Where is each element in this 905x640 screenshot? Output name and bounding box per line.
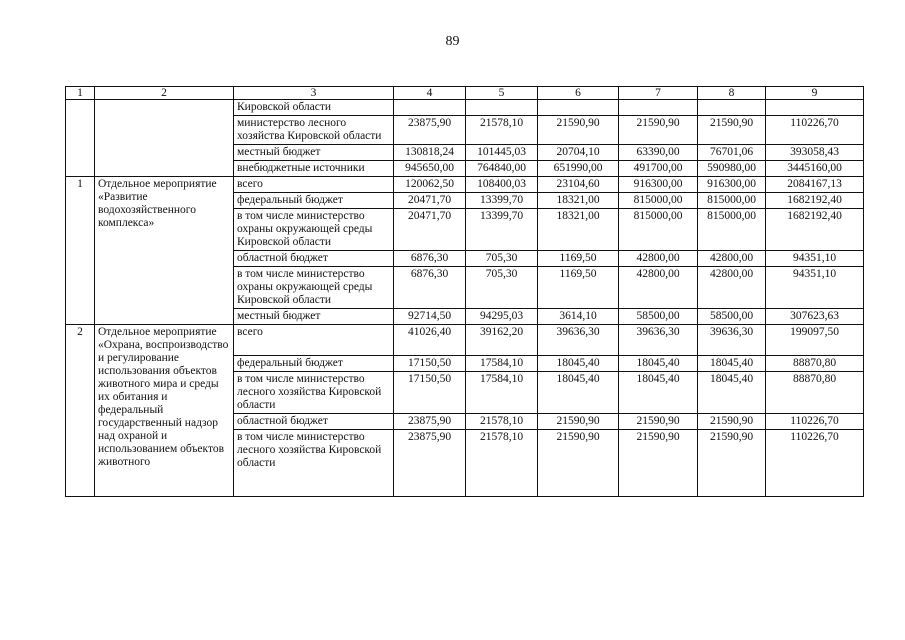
header-cell: 4 xyxy=(394,87,466,100)
source-cell: Кировской области xyxy=(234,100,394,116)
value-cell: 41026,40 xyxy=(394,325,466,356)
value-cell: 21590,90 xyxy=(619,430,698,497)
row-number-cell: 1 xyxy=(66,177,95,325)
row-number-cell xyxy=(66,100,95,177)
value-cell: 23104,60 xyxy=(538,177,619,193)
value-cell: 6876,30 xyxy=(394,267,466,309)
value-cell: 307623,63 xyxy=(766,309,864,325)
value-cell: 110226,70 xyxy=(766,430,864,497)
value-cell: 42800,00 xyxy=(698,251,766,267)
value-cell: 39636,30 xyxy=(698,325,766,356)
value-cell: 39162,20 xyxy=(466,325,538,356)
value-cell: 945650,00 xyxy=(394,161,466,177)
value-cell xyxy=(466,100,538,116)
value-cell: 3614,10 xyxy=(538,309,619,325)
value-cell: 764840,00 xyxy=(466,161,538,177)
value-cell: 18321,00 xyxy=(538,209,619,251)
value-cell: 705,30 xyxy=(466,267,538,309)
value-cell xyxy=(698,100,766,116)
value-cell: 18045,40 xyxy=(698,372,766,414)
table-row xyxy=(66,177,864,193)
value-cell: 1682192,40 xyxy=(766,209,864,251)
value-cell: 17584,10 xyxy=(466,372,538,414)
value-cell: 21590,90 xyxy=(698,430,766,497)
event-name-cell xyxy=(95,100,234,177)
value-cell: 39636,30 xyxy=(619,325,698,356)
value-cell: 815000,00 xyxy=(698,193,766,209)
header-cell: 2 xyxy=(95,87,234,100)
value-cell: 1169,50 xyxy=(538,267,619,309)
value-cell: 815000,00 xyxy=(698,209,766,251)
event-name-cell: Отдельное мероприятие «Охрана, воспроизводство и регулирование использования объектов животного мира и среды их обитания и федеральный государственный надзор над охраной и использованием объектов животного xyxy=(95,325,234,497)
value-cell: 110226,70 xyxy=(766,414,864,430)
value-cell: 21590,90 xyxy=(538,430,619,497)
header-cell: 8 xyxy=(698,87,766,100)
value-cell: 42800,00 xyxy=(698,267,766,309)
value-cell: 94295,03 xyxy=(466,309,538,325)
event-name-cell: Отдельное мероприятие «Развитие водохозяйственного комплекса» xyxy=(95,177,234,325)
value-cell xyxy=(394,100,466,116)
row-number-cell: 2 xyxy=(66,325,95,497)
source-cell: в том числе министерство охраны окружающей среды Кировской области xyxy=(234,209,394,251)
value-cell xyxy=(538,100,619,116)
value-cell: 18045,40 xyxy=(538,372,619,414)
value-cell: 21590,90 xyxy=(619,116,698,145)
source-cell: всего xyxy=(234,177,394,193)
page-number: 89 xyxy=(445,34,460,49)
value-cell: 1169,50 xyxy=(538,251,619,267)
source-cell: федеральный бюджет xyxy=(234,356,394,372)
value-cell: 2084167,13 xyxy=(766,177,864,193)
value-cell: 815000,00 xyxy=(619,209,698,251)
value-cell xyxy=(619,100,698,116)
value-cell: 23875,90 xyxy=(394,116,466,145)
value-cell: 13399,70 xyxy=(466,193,538,209)
value-cell: 18321,00 xyxy=(538,193,619,209)
value-cell: 199097,50 xyxy=(766,325,864,356)
value-cell: 88870,80 xyxy=(766,372,864,414)
value-cell: 21590,90 xyxy=(538,116,619,145)
value-cell: 13399,70 xyxy=(466,209,538,251)
value-cell: 18045,40 xyxy=(619,372,698,414)
value-cell: 21590,90 xyxy=(698,116,766,145)
source-cell: местный бюджет xyxy=(234,145,394,161)
value-cell: 21590,90 xyxy=(619,414,698,430)
value-cell: 705,30 xyxy=(466,251,538,267)
table-header-row xyxy=(66,87,864,100)
value-cell: 20471,70 xyxy=(394,209,466,251)
header-cell: 6 xyxy=(538,87,619,100)
value-cell: 916300,00 xyxy=(619,177,698,193)
value-cell: 20704,10 xyxy=(538,145,619,161)
value-cell: 42800,00 xyxy=(619,251,698,267)
value-cell: 651990,00 xyxy=(538,161,619,177)
value-cell: 17584,10 xyxy=(466,356,538,372)
header-cell: 1 xyxy=(66,87,95,100)
value-cell: 393058,43 xyxy=(766,145,864,161)
value-cell: 18045,40 xyxy=(698,356,766,372)
source-cell: в том числе министерство охраны окружающей среды Кировской области xyxy=(234,267,394,309)
value-cell: 108400,03 xyxy=(466,177,538,193)
value-cell: 120062,50 xyxy=(394,177,466,193)
value-cell: 92714,50 xyxy=(394,309,466,325)
value-cell: 101445,03 xyxy=(466,145,538,161)
value-cell: 130818,24 xyxy=(394,145,466,161)
value-cell: 110226,70 xyxy=(766,116,864,145)
value-cell: 76701,06 xyxy=(698,145,766,161)
value-cell: 94351,10 xyxy=(766,267,864,309)
source-cell: всего xyxy=(234,325,394,356)
source-cell: федеральный бюджет xyxy=(234,193,394,209)
value-cell: 94351,10 xyxy=(766,251,864,267)
value-cell: 58500,00 xyxy=(619,309,698,325)
value-cell: 23875,90 xyxy=(394,414,466,430)
value-cell: 916300,00 xyxy=(698,177,766,193)
value-cell: 17150,50 xyxy=(394,372,466,414)
value-cell: 6876,30 xyxy=(394,251,466,267)
header-cell: 3 xyxy=(234,87,394,100)
value-cell: 42800,00 xyxy=(619,267,698,309)
value-cell: 18045,40 xyxy=(538,356,619,372)
header-cell: 5 xyxy=(466,87,538,100)
source-cell: областной бюджет xyxy=(234,251,394,267)
value-cell: 21590,90 xyxy=(538,414,619,430)
value-cell: 1682192,40 xyxy=(766,193,864,209)
source-cell: внебюджетные источники xyxy=(234,161,394,177)
value-cell: 58500,00 xyxy=(698,309,766,325)
table-row xyxy=(66,325,864,356)
value-cell: 23875,90 xyxy=(394,430,466,497)
budget-table xyxy=(65,86,864,497)
value-cell: 491700,00 xyxy=(619,161,698,177)
table-row xyxy=(66,100,864,116)
value-cell: 815000,00 xyxy=(619,193,698,209)
value-cell: 88870,80 xyxy=(766,356,864,372)
header-cell: 7 xyxy=(619,87,698,100)
source-cell: местный бюджет xyxy=(234,309,394,325)
value-cell: 21590,90 xyxy=(698,414,766,430)
value-cell: 18045,40 xyxy=(619,356,698,372)
value-cell: 21578,10 xyxy=(466,430,538,497)
value-cell: 3445160,00 xyxy=(766,161,864,177)
source-cell: министерство лесного хозяйства Кировской области xyxy=(234,116,394,145)
value-cell: 20471,70 xyxy=(394,193,466,209)
value-cell: 39636,30 xyxy=(538,325,619,356)
source-cell: в том числе министерство лесного хозяйства Кировской области xyxy=(234,430,394,497)
source-cell: областной бюджет xyxy=(234,414,394,430)
value-cell: 590980,00 xyxy=(698,161,766,177)
source-cell: в том числе министерство лесного хозяйства Кировской области xyxy=(234,372,394,414)
value-cell: 63390,00 xyxy=(619,145,698,161)
header-cell: 9 xyxy=(766,87,864,100)
value-cell: 17150,50 xyxy=(394,356,466,372)
value-cell: 21578,10 xyxy=(466,414,538,430)
value-cell: 21578,10 xyxy=(466,116,538,145)
value-cell xyxy=(766,100,864,116)
